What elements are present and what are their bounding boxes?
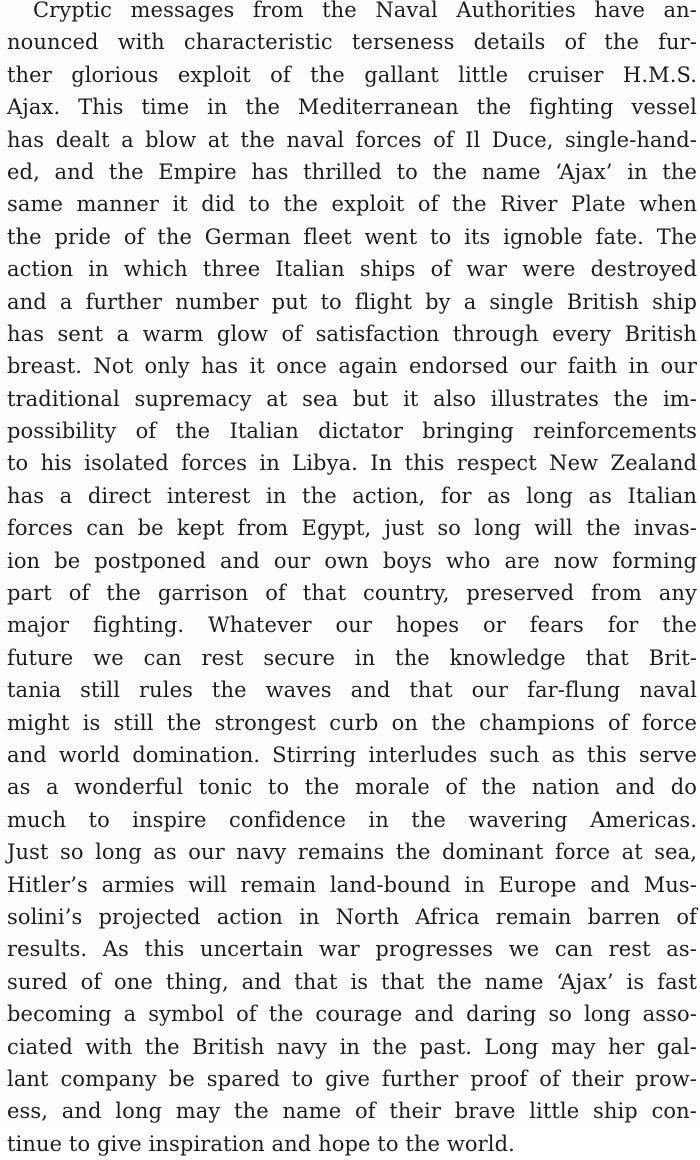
article-line: lant company be spared to give further proof of their prow-: [7, 1066, 697, 1091]
article-line: possibility of the Italian dictator bringing reinforcements: [7, 419, 697, 444]
article-line: future we can rest secure in the knowledge that Brit-: [7, 645, 697, 670]
article-line: to his isolated forces in Libya. In this respect New Zealand: [7, 451, 697, 476]
article-line: and a further number put to flight by a single British ship: [7, 289, 697, 314]
article-line: same manner it did to the exploit of the River Plate when: [7, 192, 697, 217]
article-line: might is still the strongest curb on the champions of force: [7, 710, 697, 735]
article-line: has sent a warm glow of satisfaction through every British: [7, 321, 697, 346]
article-line: traditional supremacy at sea but it also illustrates the im-: [7, 386, 697, 411]
article-line: as a wonderful tonic to the morale of the nation and do: [7, 775, 697, 800]
article-line: sured of one thing, and that is that the name ‘Ajax’ is fast: [7, 969, 697, 994]
article-line: nounced with characteristic terseness details of the fur-: [7, 30, 697, 55]
article-line: ion be postponed and our own boys who are now forming: [7, 548, 697, 573]
article-line: Cryptic messages from the Naval Authorities have an-: [33, 0, 697, 22]
article-line: solini’s projected action in North Africa remain barren of: [7, 904, 697, 929]
article-line: major fighting. Whatever our hopes or fears for the: [7, 613, 697, 638]
article-line: action in which three Italian ships of war were destroyed: [7, 257, 697, 282]
article-line: ciated with the British navy in the past. Long may her gal-: [7, 1034, 697, 1059]
article-line: ess, and long may the name of their brave little ship con-: [7, 1099, 697, 1124]
article-line: the pride of the German fleet went to its ignoble fate. The: [7, 224, 697, 249]
article-line: Hitler’s armies will remain land-bound in Europe and Mus-: [7, 872, 697, 897]
article-line: forces can be kept from Egypt, just so long will the invas-: [7, 516, 697, 541]
article-line: tinue to give inspiration and hope to the world.: [7, 1131, 515, 1156]
article-line: has dealt a blow at the naval forces of Il Duce, single-hand-: [7, 127, 697, 152]
article-line: much to inspire confidence in the wavering Americas.: [7, 807, 697, 832]
article-line: results. As this uncertain war progresses we can rest as-: [7, 937, 697, 962]
article-line: breast. Not only has it once again endorsed our faith in our: [7, 354, 697, 379]
article-line: Ajax. This time in the Mediterranean the fighting vessel: [7, 95, 697, 120]
article-line: ed, and the Empire has thrilled to the name ‘Ajax’ in the: [7, 159, 697, 184]
article-line: Just so long as our navy remains the dominant force at sea,: [7, 840, 697, 865]
article-line: has a direct interest in the action, for as long as Italian: [7, 483, 697, 508]
article-line: becoming a symbol of the courage and daring so long asso-: [7, 1002, 697, 1027]
article-line: part of the garrison of that country, preserved from any: [7, 581, 697, 606]
article-line: and world domination. Stirring interludes such as this serve: [7, 742, 697, 767]
article-text-column: [7, 0, 697, 1160]
article-line: tania still rules the waves and that our far-flung naval: [7, 678, 697, 703]
article-line: ther glorious exploit of the gallant little cruiser H.M.S.: [7, 62, 697, 87]
